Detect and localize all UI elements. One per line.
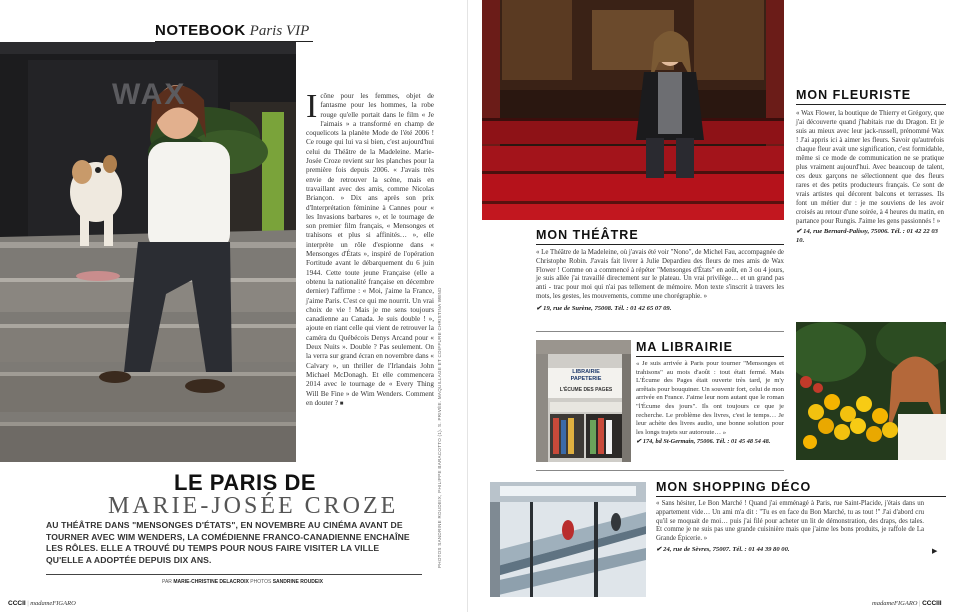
byline-photographer: SANDRINE ROUDEIX — [272, 579, 323, 585]
florist-rule — [796, 104, 946, 105]
theatre-photo — [482, 0, 784, 220]
bookshop-sign-line3: L'ÉCUME DES PAGES — [559, 387, 613, 394]
shopping-title: MON SHOPPING DÉCO — [656, 480, 812, 494]
theatre-bottom-rule — [536, 331, 784, 332]
headline-line1: LE PARIS DE — [174, 470, 317, 495]
theatre-text: « Le Théâtre de la Madeleine, où j'avais été voir "Nono", de Michel Fau, accompagnée de Christophe Robin. J'avais fait livrer à Julie Depardieu des fleurs de mes amis de Wax Flower ! Comme on a commencé à répéter "Mensonges d'États" en août, en 3 ou 4 jours, je suis allée j'ai travaillé directement sur le plateau. Un vrai privilège… et un grand pas anti - trac pour moi qui n'ai pas tellement de mémoire. Mon texte s'inscrit à travers les mots, les gestes, les mouvements, comme une chorégraphie. » — [536, 249, 784, 300]
byline-photos-prefix: PHOTOS — [250, 579, 272, 585]
intro-paragraph — [306, 88, 434, 409]
bookshop-sign — [550, 369, 622, 394]
theatre-address: ✔ 19, rue de Surène, 75008. Tél. : 01 42 65 07 09. — [536, 304, 672, 312]
florist-title: MON FLEURISTE — [796, 88, 912, 102]
dropcap: I — [306, 88, 318, 125]
byline-rule — [46, 574, 422, 575]
bookshop-photo-illustration — [536, 340, 631, 462]
bookshop-body — [636, 360, 784, 445]
intro-body — [306, 88, 434, 409]
left-footer: CCCII | madameFIGARO — [8, 600, 76, 607]
bookshop-photo — [536, 340, 631, 462]
intro-text: cône pour les femmes, objet de fantasme pour les hommes, la robe rouge qu'elle portait dans le film « Je l'aimais » a transformé en champ de coquelicots la planète Mode de l'été 2006 ! Ce rouge qui lui va si bien, c'est aujourd'hui celui du Théâtre de la Madeleine. Marie-Josée Croze revient sur les planches pour la première fois depuis 2006. « J'avais très envie de retrouver la scène, mais en travaillant avec des amis, comme Nicolas Briançon. » Dix ans après son prix d'Interprétation féminine à Cannes pour « les Invasions barbares », et le tournage de son premier film français, « Mensonges et trahisons et plus si affinités… », elle interprète un rôle d'espionne dans « Mensonges d'États », inspiré de l'opération Fortitude avant le débarquement du 6 juin 1944. Cette toute jeune Française (elle a obtenu la nationalité française en décembre dernier) l'affirme : « Moi, j'aime la France, j'aime Paris. C'est ce qui me nourrit. Un vrai choix de vie ! Mais je me sens toujours canadienne au Canada. Je suis double ! », ajoute en riant celle qui vient de retrouver la caméra du Québécois Denys Arcand pour « Deux Nuits ». Double ? Pas seulement. On la verra sur grand écran en novembre dans « Calvary », un thriller de l'Irlandais John Michael McDonagh. Et elle commencera 2014 avec le tournage de « Every Thing Will Be Fine » de Wim Wenders. Comment en douter ? — [306, 92, 434, 407]
florist-photo — [796, 322, 946, 460]
right-footer: madameFIGARO | CCCIII — [872, 600, 942, 607]
bookshop-address: ✔ 174, bd St-Germain, 75006. Tél. : 01 45 48 54 48. — [636, 438, 771, 446]
wall-sign: WAX — [112, 78, 187, 111]
shopping-body — [656, 500, 924, 553]
shopping-text: « Sans hésiter, Le Bon Marché ! Quand j'ai emménagé à Paris, rue Saint-Placide, j'étais dans un appartement vide… Un ami m'a dit : "Tu es en face du Bon Marché, tu as tout !" J'ai d'abord cru qu'il se moquait de moi… puis j'ai filé pour acheter un lit de démonstration, des draps, des tales. Et comme je ne suis pas une grande cuisinière mais que j'aime les bons produits, je raffole de La Grande Épicerie. » — [656, 500, 924, 543]
standfirst: AU THÉÂTRE DANS "MENSONGES D'ÉTATS", EN NOVEMBRE AU CINÉMA AVANT DE TOURNER AVEC WIM WENDERS, LA COMÉDIENNE FRANCO-CANADIENNE ENCHAÎNE LES RÔLES. ELLE A TROUVÉ DU TEMPS POUR NOUS FAIRE VISITER LA VILLE QU'ELLE A ADOPTÉE DEPUIS DIX ANS. — [46, 520, 410, 565]
bookshop-bottom-rule — [536, 470, 784, 471]
florist-text: « Wax Flower, la boutique de Thierry et Grégory, que j'ai découverte quand j'habitais rue du Dragon. Et je suis au mieux avec leur jack-russell, prénommé Wax ! J'ai appris ici à aimer les fleurs. Savoir qu'autrefois chaque fleur avait une signification, c'est formidable, même si ce mode de communication ne se pratique plus vraiment aujourd'hui. Avec beaucoup de talent, ces deux garçons ne sélectionnent que des fleurs rares et des petits producteurs français. Ce sont de vrais artistes qui décorent balcons et terrasses. Ils font un métier dur : je me souviens de les avoir croisés au retour d'une soirée, à 4 heures du matin, en partance pour Rungis. J'aime les gens passionnés ! » — [796, 110, 944, 225]
byline-author: MARIE-CHRISTINE DELACROIX — [173, 579, 249, 585]
byline-prefix: PAR — [162, 579, 172, 585]
bookshop-sign-line1: LIBRAIRIE — [572, 369, 600, 375]
bookshop-rule — [636, 356, 784, 357]
florist-body — [796, 109, 944, 245]
left-brand: madame — [30, 600, 53, 607]
florist-photo-illustration — [796, 322, 946, 460]
page-gutter — [467, 0, 468, 612]
theatre-title: MON THÉÂTRE — [536, 228, 639, 242]
shopping-photo — [490, 482, 646, 597]
florist-address: ✔ 14, rue Bernard-Palissy, 75006. Tél. : 01 42 22 03 10. — [796, 228, 938, 244]
left-folio: CCCII — [8, 600, 26, 607]
theatre-body — [536, 249, 784, 312]
subsection-label: Paris VIP — [249, 23, 310, 39]
section-header — [155, 22, 309, 42]
bookshop-text: « Je suis arrivée à Paris pour tourner "Mensonges et trahisons" au mois d'août : tout était fermé. Mais L'Écume des Pages était ouverte très tard, je m'y arrêtais pour bouquiner. Un souvenir fort, celui de mon arrivée en France. J'aime leur nom autant que le roman "l'Écume des jours". Ils ont toujours ce que je recherche. Le problème des livres, c'est le temps… Je leur achète des livres audio, une bonne solution pour les longs trajets sur autoroute… » — [636, 360, 784, 436]
shopping-photo-illustration — [490, 482, 646, 597]
right-brand: madame — [872, 600, 895, 607]
byline — [162, 579, 323, 585]
theatre-rule — [536, 244, 784, 245]
right-brand-2: FIGARO — [894, 600, 918, 607]
end-mark: ■ — [339, 400, 344, 407]
section-label: NOTEBOOK — [155, 22, 246, 39]
lead-photo — [0, 42, 296, 462]
continue-arrow: ▶ — [932, 547, 938, 555]
left-brand-2: FIGARO — [52, 600, 76, 607]
headline-line2: MARIE-JOSÉE CROZE — [108, 493, 399, 519]
theatre-photo-illustration — [482, 0, 784, 220]
photo-credit: PHOTOS SANDRINE ROUDEIX, PHILIPPE BARACOTTO (1). S. PRIVÉE. MAQUILLAGE ET COIFFURE CHRISTINA WEND — [437, 287, 442, 568]
shopping-address: ✔ 24, rue de Sèvres, 75007. Tél. : 01 44 39 80 00. — [656, 545, 790, 553]
right-folio: CCCIII — [922, 600, 942, 607]
bookshop-title: MA LIBRAIRIE — [636, 340, 733, 354]
bookshop-sign-line2: PAPETERIE — [570, 375, 602, 382]
shopping-rule — [656, 496, 946, 497]
